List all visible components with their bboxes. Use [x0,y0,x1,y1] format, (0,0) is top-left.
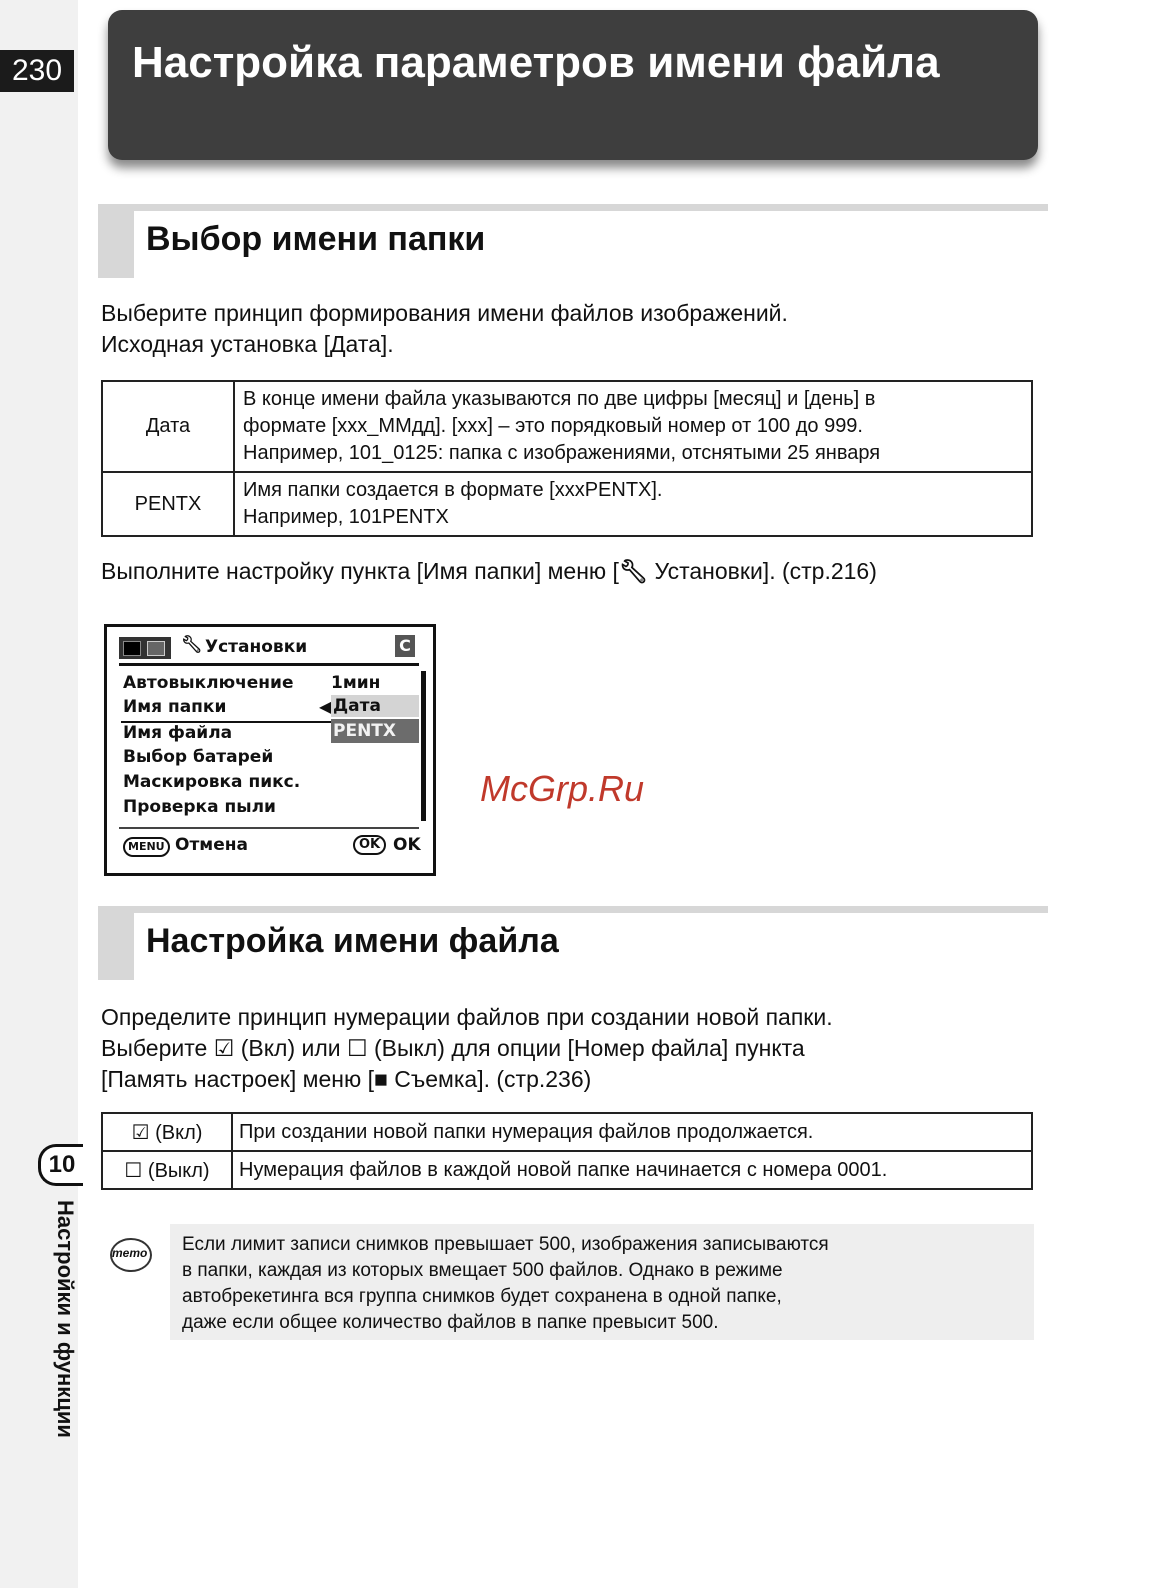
memo-line: автобрекетинга вся группа снимков будет сохранена в одной папке, [182,1286,782,1307]
header-divider [119,663,419,666]
intro-line: Выберите принцип формирования имени файлов изображений. [101,300,788,326]
table-value-line: Имя папки создается в формате [xxxPENTX]. [243,479,663,501]
wrench-icon: 🔧︎ [181,635,203,655]
wrench-icon: 🔧︎ [618,558,649,584]
menu-button-icon: MENU [123,837,170,857]
table-value: Нумерация файлов в каждой новой папке начинается с номера 0001. [232,1151,1032,1189]
menu-header: Установки [205,637,308,657]
scrollbar [421,671,426,821]
menu-item-selected[interactable]: Имя папки [123,697,227,717]
checkbox-empty-icon: ☐ [347,1035,368,1061]
section-bar [98,906,134,980]
section-rule [134,906,1048,913]
menu-item[interactable]: Выбор батарей [123,747,274,767]
memo-icon [102,1232,152,1272]
section-bar [98,204,134,278]
menu-item[interactable]: Проверка пыли [123,797,276,817]
camera-menu-screen [104,624,436,876]
ok-label: OK [393,835,421,855]
playback-tab-icon [147,641,165,656]
table-row [102,381,1032,472]
memo-line: в папки, каждая из которых вмещает 500 файлов. Однако в режиме [182,1260,783,1281]
intro-line: Определите принцип нумерации файлов при создании новой папки. [101,1004,833,1030]
custom-mode-badge: C [395,635,415,657]
menu-option[interactable]: Дата [331,695,419,717]
intro-text: [Память настроек] меню [ [101,1066,374,1092]
menu-item-value: 1мин [331,673,381,693]
chapter-title: Настройки и функции [53,1200,78,1438]
menu-item[interactable]: Автовыключение [123,673,294,693]
title-banner [108,10,1038,160]
section-rule [134,204,1048,211]
watermark: McGrp.Ru [480,768,645,809]
checkbox-empty-icon: ☐ [124,1159,143,1182]
table-row [102,1151,1032,1189]
table-value-line: В конце имени файла указываются по две цифры [месяц] и [день] в [243,388,876,410]
table-value [234,381,1032,472]
menu-option-highlighted[interactable]: PENTX [331,719,419,743]
section1-intro [101,298,788,360]
intro-text: (Вкл) или [234,1035,347,1061]
section-title: Настройка имени файла [146,922,559,960]
memo-box [170,1224,1034,1340]
table-key: PENTX [102,472,234,536]
table-key [102,1151,232,1189]
file-number-table [101,1112,1033,1190]
left-arrow-icon: ◀ [319,697,332,716]
checkbox-checked-icon: ☑ [131,1121,150,1144]
page-title: Настройка параметров имени файла [132,38,940,87]
table-key: Дата [102,381,234,472]
footer-divider [119,827,419,829]
intro-text: Съемка]. (стр.236) [387,1066,592,1092]
table-key-text: (Выкл) [147,1159,210,1182]
table-value-line: Например, 101_0125: папка с изображениями, отснятыми 25 января [243,442,881,464]
camera-tab-icon [123,641,141,656]
section2-intro [101,1002,833,1095]
cancel-label: Отмена [175,835,248,855]
table-value [234,472,1032,536]
checkbox-checked-icon: ☑ [213,1035,235,1061]
table-row [102,1113,1032,1151]
menu-item[interactable]: Маскировка пикс. [123,772,301,792]
intro-line [101,1033,833,1064]
section1-instruction [101,556,877,587]
table-value-line: Например, 101PENTX [243,506,449,528]
table-key [102,1113,232,1151]
table-key-text: (Вкл) [155,1121,203,1144]
intro-text: (Выкл) для опции [Номер файла] пункта [367,1035,805,1061]
intro-line: Исходная установка [Дата]. [101,331,394,357]
page-number: 230 [0,50,74,92]
folder-name-table [101,380,1033,537]
intro-line [101,1064,833,1095]
intro-text: Выберите [101,1035,214,1061]
camera-icon: ■ [373,1066,388,1092]
ok-button-icon: OK [353,835,386,855]
memo-line: даже если общее количество файлов в папке превысит 500. [182,1312,719,1333]
memo-text [182,1232,829,1336]
instruction-text: Установки]. (стр.216) [648,558,877,584]
section-title: Выбор имени папки [146,220,486,258]
camera-tabs [119,637,171,659]
instruction-text: Выполните настройку пункта [Имя папки] меню [ [101,558,619,584]
table-value-line: формате [xxx_ММдд]. [xxx] – это порядковый номер от 100 до 999. [243,415,863,437]
chapter-number: 10 [38,1144,83,1186]
menu-item[interactable]: Имя файла [123,723,233,743]
table-value: При создании новой папки нумерация файлов продолжается. [232,1113,1032,1151]
memo-line: Если лимит записи снимков превышает 500, изображения записываются [182,1234,829,1255]
table-row [102,472,1032,536]
memo-label: memo [112,1246,148,1260]
